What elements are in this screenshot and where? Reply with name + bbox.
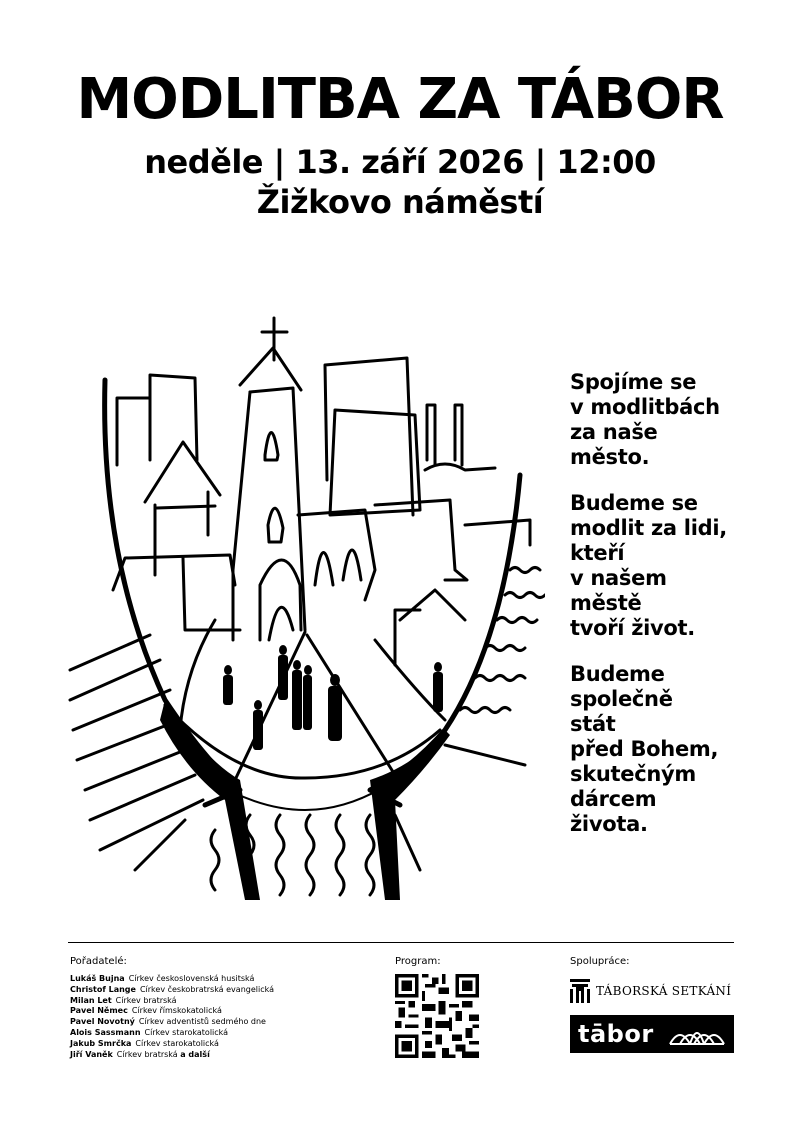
program-section [395, 956, 479, 1062]
tabor-hills-logo-icon [668, 1022, 726, 1046]
message-paragraph-3: Budeme společně stát před Bohem, skutečným dárcem života. [570, 662, 719, 836]
organizer-row: Pavel Němec Církev římskokatolická [70, 1006, 222, 1016]
event-datetime: neděle | 13. září 2026 | 12:00 [144, 143, 656, 181]
organizer-row: Alois Sassmann Církev starokatolická [70, 1027, 229, 1037]
footer-divider [68, 942, 734, 943]
organizer-row: Lukáš Bujna Církev československá husitská [70, 974, 255, 983]
organizer-row: Milan Let Církev bratrská [70, 995, 177, 1005]
message-paragraph-1: Spojíme se v modlitbách za naše město. [570, 370, 720, 469]
event-place: Žižkovo náměstí [256, 183, 544, 221]
partners-section [570, 956, 734, 1053]
program-heading: Program: [395, 956, 441, 967]
organizer-row: Pavel Novotný Církev adventistů sedmého dne [70, 1017, 266, 1027]
partner-tabor[interactable] [570, 1015, 734, 1053]
organizer-row: Jiří Vaněk Církev bratrská a další [70, 1049, 210, 1059]
qr-code-icon[interactable] [395, 974, 479, 1058]
organizers-heading: Pořadatelé: [70, 956, 127, 967]
partner2-name: tābor [578, 1020, 654, 1048]
page-title: MODLITBA ZA TÁBOR [76, 67, 724, 132]
partner-taborska-setkani[interactable] [570, 979, 734, 1003]
message-text [570, 370, 785, 858]
message-paragraph-2: Budeme se modlit za lidi, kteří v našem městě tvoří život. [570, 491, 727, 640]
partner1-name: TÁBORSKÁ SETKÁNÍ [596, 984, 732, 998]
town-church-illustration [65, 310, 545, 900]
organizer-row: Christof Lange Církev českobratrská evangelická [70, 984, 274, 994]
partners-heading: Spolupráce: [570, 956, 630, 967]
organizer-row: Jakub Smrčka Církev starokatolická [70, 1038, 219, 1048]
organizers-section [70, 956, 274, 1060]
taborska-setkani-logo-icon [570, 979, 590, 1003]
